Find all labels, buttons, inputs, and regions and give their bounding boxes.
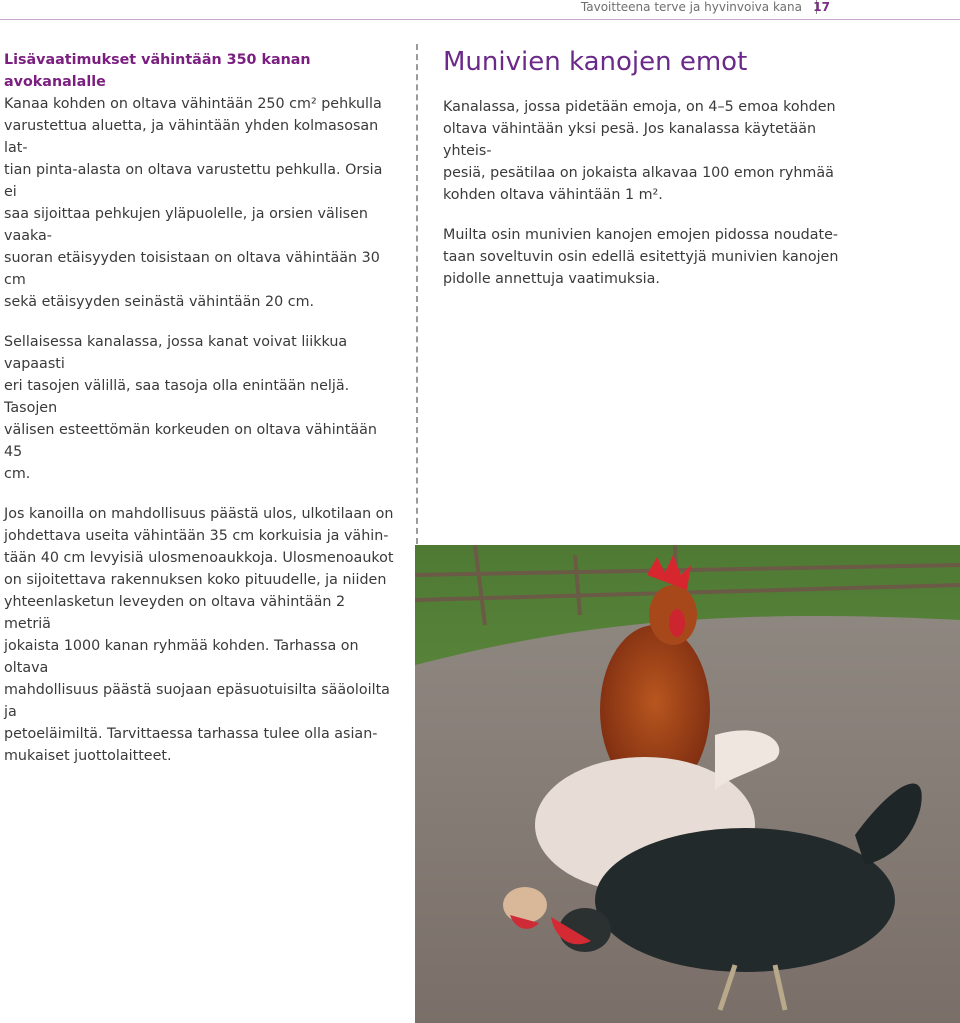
text-line: Jos kanoilla on mahdollisuus päästä ulos, ulkotilaan on (4, 506, 394, 522)
page-number: 17 (813, 0, 830, 14)
text-line: Muilta osin munivien kanojen emojen pidossa noudate- (443, 227, 839, 243)
text-line: tian pinta-alasta on oltava varustettu pehkulla. Orsia ei (4, 162, 383, 200)
text-line: taan soveltuvin osin edellä esitettyjä munivien kanojen (443, 249, 839, 265)
text-line: jokaista 1000 kanan ryhmää kohden. Tarhassa on oltava (4, 638, 359, 676)
text-line: kohden oltava vähintään 1 m². (443, 187, 663, 203)
paragraph-levels (4, 331, 396, 485)
text-line: saa sijoittaa pehkujen yläpuolelle, ja orsien välisen vaaka- (4, 206, 368, 244)
text-line: on sijoitettava rakennuksen koko pituudelle, ja niiden (4, 572, 387, 588)
section-title-line: Lisävaatimukset vähintään 350 kanan (4, 52, 311, 68)
column-divider (416, 44, 418, 544)
paragraph-floor-space (4, 93, 396, 313)
text-line: välisen esteettömän korkeuden on oltava vähintään 45 (4, 422, 377, 460)
page-header (0, 0, 960, 20)
text-line: tään 40 cm levyisiä ulosmenoaukkoja. Ulosmenoaukot (4, 550, 394, 566)
text-line: cm. (4, 466, 31, 482)
text-line: yhteenlasketun leveyden on oltava vähintään 2 metriä (4, 594, 346, 632)
paragraph-other-requirements (443, 224, 843, 290)
text-line: suoran etäisyyden toisistaan on oltava vähintään 30 cm (4, 250, 380, 288)
text-line: petoeläimiltä. Tarvittaessa tarhassa tulee olla asian- (4, 726, 378, 742)
paragraph-nests (443, 96, 843, 206)
text-line: pesiä, pesätilaa on jokaista alkavaa 100 emon ryhmää (443, 165, 834, 181)
right-column (443, 46, 843, 308)
text-line: sekä etäisyyden seinästä vähintään 20 cm. (4, 294, 315, 310)
text-line: eri tasojen välillä, saa tasoja olla enintään neljä. Tasojen (4, 378, 350, 416)
section-title (4, 49, 396, 93)
left-column (4, 49, 396, 785)
section-heading: Munivien kanojen emot (443, 47, 748, 77)
text-line: varustettua aluetta, ja vähintään yhden kolmasosan lat- (4, 118, 379, 156)
text-line: Kanalassa, jossa pidetään emoja, on 4–5 emoa kohden (443, 99, 836, 115)
section-title-line: avokanalalle (4, 74, 106, 90)
text-line: johdettava useita vähintään 35 cm korkuisia ja vähin- (4, 528, 389, 544)
running-title: Tavoitteena terve ja hyvinvoiva kana (580, 0, 802, 14)
text-line: oltava vähintään yksi pesä. Jos kanalassa käytetään yhteis- (443, 121, 817, 159)
text-line: mahdollisuus päästä suojaan epäsuotuisilta sääoloilta ja (4, 682, 390, 720)
text-line: Kanaa kohden on oltava vähintään 250 cm² pehkulla (4, 96, 382, 112)
text-line: pidolle annettuja vaatimuksia. (443, 271, 660, 287)
chickens-photo (415, 545, 960, 1023)
paragraph-outdoor-access (4, 503, 396, 767)
text-line: mukaiset juottolaitteet. (4, 748, 172, 764)
text-line: Sellaisessa kanalassa, jossa kanat voivat liikkua vapaasti (4, 334, 348, 372)
